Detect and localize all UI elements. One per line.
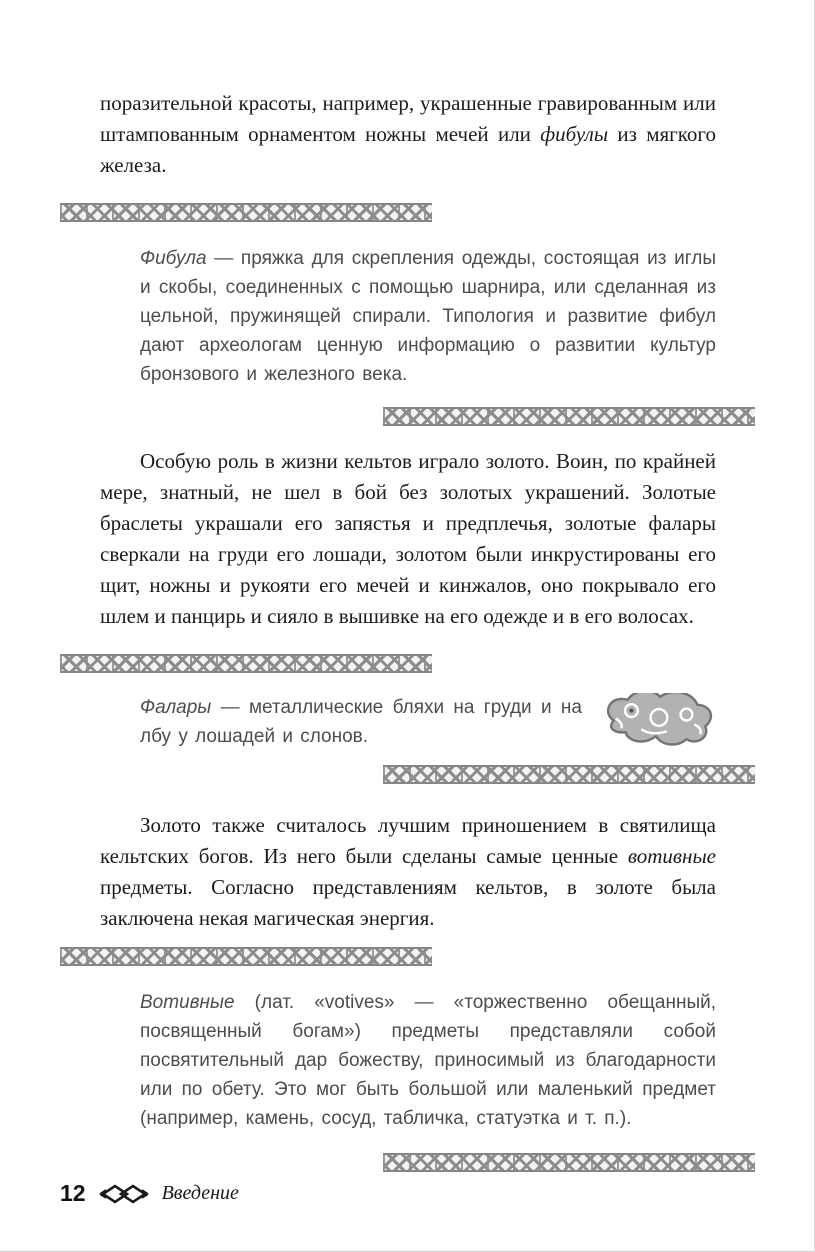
- celtic-band-ornament: [383, 1153, 755, 1172]
- page-footer: [60, 1180, 239, 1207]
- paragraph-text: Золото также считалось лучшим приношением в святилища кельтских богов. Из него были сделаны самые ценные: [100, 813, 716, 868]
- paragraph-text: предметы. Согласно представлениям кельтов, в золоте была заключена некая магическая энергия.: [100, 875, 716, 930]
- definition-term: Фалары: [140, 697, 212, 718]
- definition-term: Фибула: [140, 248, 207, 269]
- running-title: Введение: [161, 1182, 239, 1204]
- paragraph-votive: [100, 810, 716, 934]
- celtic-band-ornament: [383, 765, 755, 784]
- celtic-band-ornament: [60, 654, 432, 673]
- paragraph-fibula-intro: [100, 88, 716, 181]
- definition-text: — металлические бляхи на груди и на лбу у лошадей и слонов.: [140, 697, 582, 747]
- definition-text: — пряжка для скрепления одежды, состоящая из иглы и скобы, соединенных с помощью шарнира, или сделанная из цельной, пружинящей спирали. Типология и развитие фибул дают археологам ценную информацию о развитии культур бронзового и железного века.: [140, 248, 716, 385]
- paragraph-text: из мягкого железа.: [100, 122, 716, 177]
- definition-text: (лат. «votives» — «торжественно обещанный, посвященный богам») предметы представляли собой посвятительный дар божеству, приносимый из благодарности или по обету. Это мог быть большой или маленький предмет (например, камень, сосуд, табличка, статуэтка и т. п.).: [140, 992, 716, 1129]
- paragraph-gold: [100, 446, 716, 632]
- term-votive-inline: вотивные: [627, 844, 716, 868]
- definition-fibula: [140, 244, 716, 389]
- celtic-band-ornament: [60, 947, 432, 966]
- paragraph-text: поразительной красоты, например, украшенные гравированным или штампованным орнаментом ножны мечей или: [100, 91, 716, 146]
- celtic-knot-icon: [98, 1182, 150, 1206]
- celtic-band-ornament: [60, 203, 432, 222]
- definition-votive: [140, 988, 716, 1133]
- term-fibula-inline: фибулы: [540, 122, 609, 146]
- celtic-band-ornament: [383, 407, 755, 426]
- definition-falary: [140, 693, 716, 751]
- page-number: 12: [60, 1180, 86, 1206]
- paragraph-text: Особую роль в жизни кельтов играло золото. Воин, по крайней мере, знатный, не шел в бой без золотых украшений. Золотые браслеты украшали его запястья и предплечья, золотые фалары сверкали на груди его лошади, золотом были инкрустированы его щит, ножны и рукояти его мечей и кинжалов, оно покрывало его шлем и панцирь и сияло в вышивке на его одежде и в его волосах.: [100, 449, 716, 628]
- definition-term: Вотивные: [140, 992, 235, 1013]
- celtic-beast-ornament: [598, 693, 716, 749]
